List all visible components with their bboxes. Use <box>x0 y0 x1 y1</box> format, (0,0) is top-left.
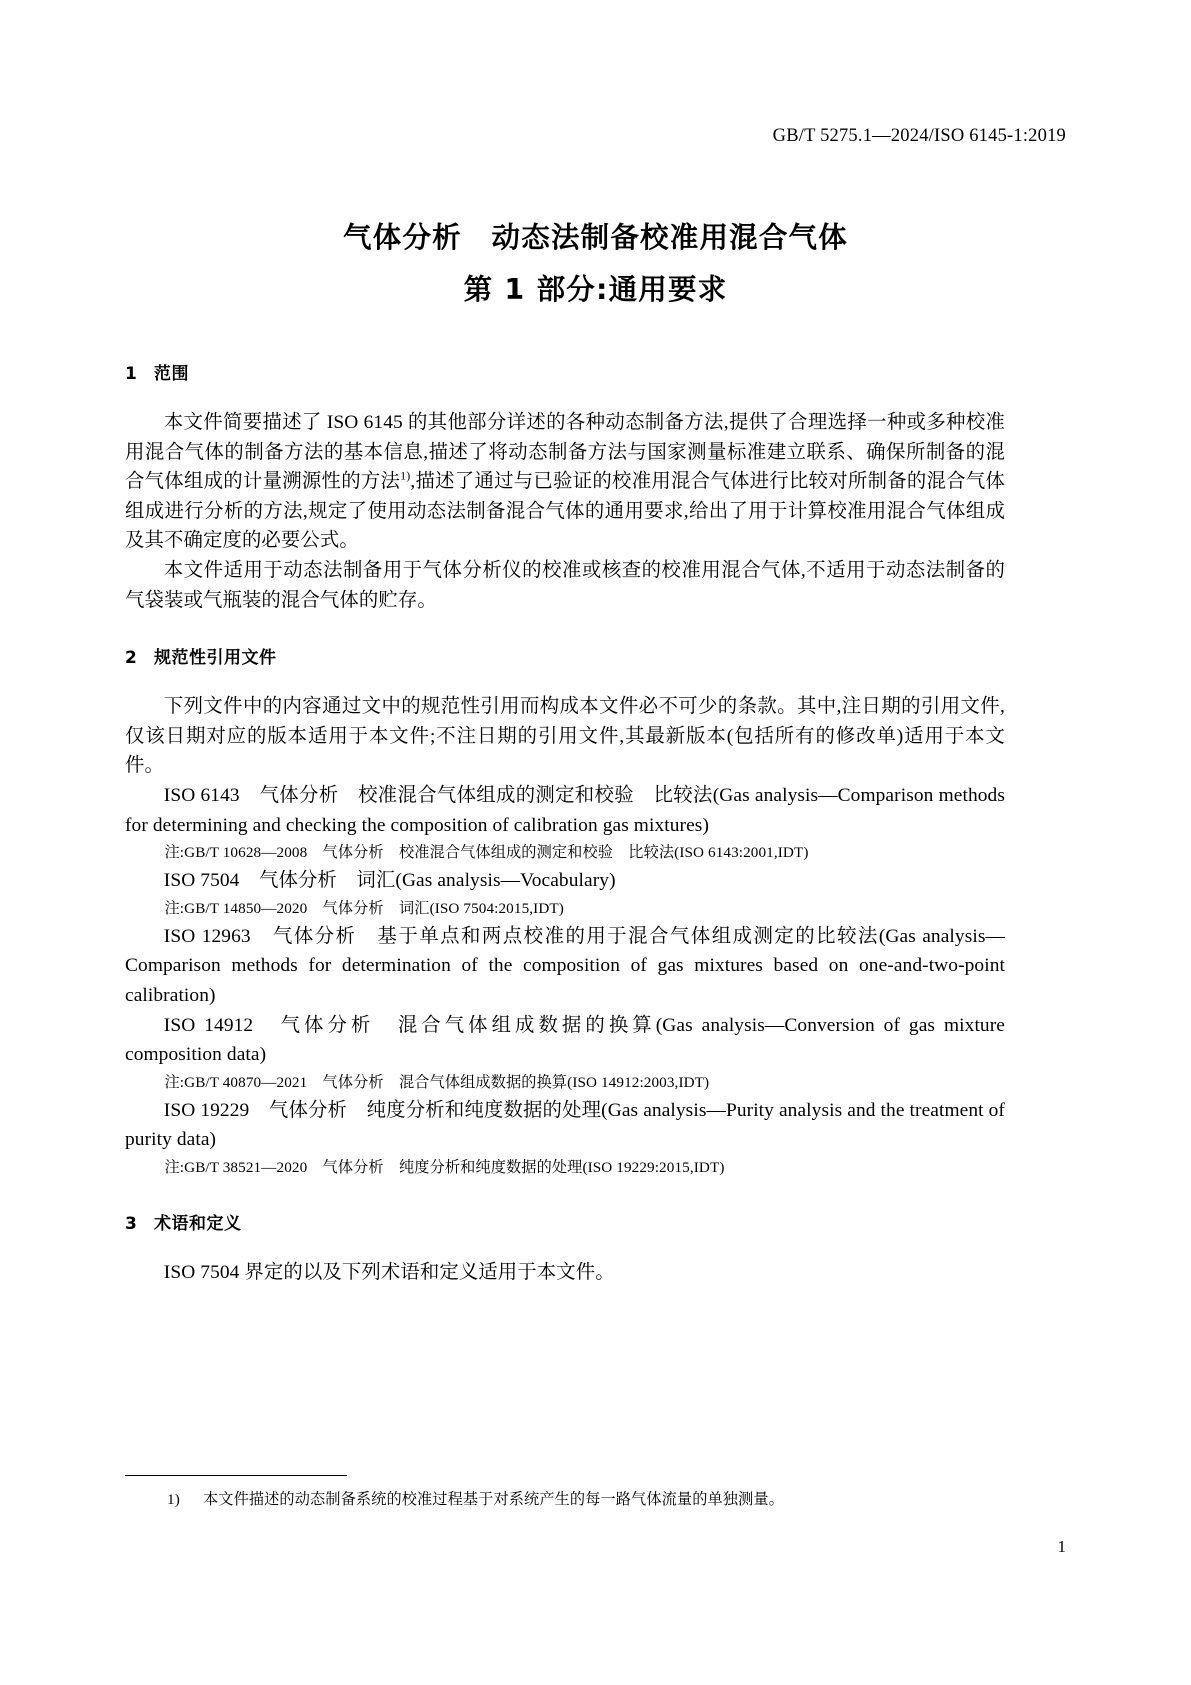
standard-code: GB/T 5275.1—2024/ISO 6145-1:2019 <box>772 126 1066 146</box>
normative-reference-4-note: 注:GB/T 40870—2021 气体分析 混合气体组成数据的换算(ISO 14912:2003,IDT) <box>164 1073 710 1091</box>
title-line-1: 气体分析 动态法制备校准用混合气体 <box>343 221 848 254</box>
footnote-1-number: 1) <box>167 1491 180 1508</box>
footnote-reference-1: 1) <box>400 468 411 483</box>
footnote-1 <box>125 1488 1005 1512</box>
clause-1-heading <box>125 362 1005 386</box>
clause-3-heading <box>125 1212 1005 1236</box>
clause-1-paragraph-1-tail: ,描述了通过与已验证的校准用混合气体进行比较对所制备的混合气体组成进行分析的方法,规定了使用动态法制备混合气体的通用要求,给出了用于计算校准用混合气体组成及其不确定度的必要公式。 <box>125 471 1005 552</box>
clause-3-number: 3 <box>125 1213 138 1234</box>
clause-3-paragraph-1: ISO 7504 界定的以及下列术语和定义适用于本文件。 <box>163 1261 615 1283</box>
normative-reference-5: ISO 19229 气体分析 纯度分析和纯度数据的处理(Gas analysis—Purity analysis and the treatment of purity data) <box>125 1099 1005 1151</box>
footnote-1-text: 本文件描述的动态制备系统的校准过程基于对系统产生的每一路气体流量的单独测量。 <box>203 1491 784 1508</box>
running-header <box>125 126 1066 147</box>
title-line-2: 第 1 部分:通用要求 <box>463 273 728 306</box>
clause-2-intro: 下列文件中的内容通过文中的规范性引用而构成本文件必不可少的条款。其中,注日期的引用文件,仅该日期对应的版本适用于本文件;不注日期的引用文件,其最新版本(包括所有的修改单)适用于本文件。 <box>125 696 1005 777</box>
footnote-zone <box>125 1475 1005 1512</box>
normative-reference-4: ISO 14912 气体分析 混合气体组成数据的换算(Gas analysis—Conversion of gas mixture composition data) <box>125 1014 1005 1066</box>
normative-reference-3: ISO 12963 气体分析 基于单点和两点校准的用于混合气体组成测定的比较法(Gas analysis—Comparison methods for determination of the composition of gas mixtures based on one-and-two-point calibration) <box>125 925 1005 1006</box>
normative-reference-2-note: 注:GB/T 14850—2020 气体分析 词汇(ISO 7504:2015,IDT) <box>164 899 564 917</box>
normative-reference-5-note: 注:GB/T 38521—2020 气体分析 纯度分析和纯度数据的处理(ISO 19229:2015,IDT) <box>164 1158 725 1176</box>
clause-1-paragraph-1 <box>125 408 1005 556</box>
clause-2-title: 规范性引用文件 <box>154 648 277 669</box>
document-body <box>125 362 1005 1287</box>
normative-reference-2: ISO 7504 气体分析 词汇(Gas analysis—Vocabulary) <box>163 870 616 892</box>
clause-2-number: 2 <box>125 648 138 669</box>
clause-2-heading <box>125 646 1005 670</box>
clause-1-paragraph-1-head: 本文件简要描述了 ISO 6145 的其他部分详述的各种动态制备方法,提供了合理选择一种或多种校准用混合气体的制备方法的基本信息,描述了将动态制备方法与国家测量标准建立联系、确保所制备的混合气体组成的计量溯源性的方法 <box>125 412 1005 493</box>
document-title <box>125 218 1066 310</box>
clause-1-title: 范围 <box>154 364 189 384</box>
clause-3-title: 术语和定义 <box>154 1213 242 1234</box>
footnote-separator-rule <box>125 1475 347 1476</box>
clause-1-number: 1 <box>125 364 138 384</box>
normative-reference-1: ISO 6143 气体分析 校准混合气体组成的测定和校验 比较法(Gas analysis—Comparison methods for determining and checking the composition of calibration gas mixtures) <box>125 784 1005 836</box>
normative-reference-1-note: 注:GB/T 10628—2008 气体分析 校准混合气体组成的测定和校验 比较法(ISO 6143:2001,IDT) <box>164 844 809 862</box>
clause-1-paragraph-2: 本文件适用于动态法制备用于气体分析仪的校准或核查的校准用混合气体,不适用于动态法制备的气袋装或气瓶装的混合气体的贮存。 <box>125 559 1005 611</box>
page-number: 1 <box>1057 1537 1066 1556</box>
